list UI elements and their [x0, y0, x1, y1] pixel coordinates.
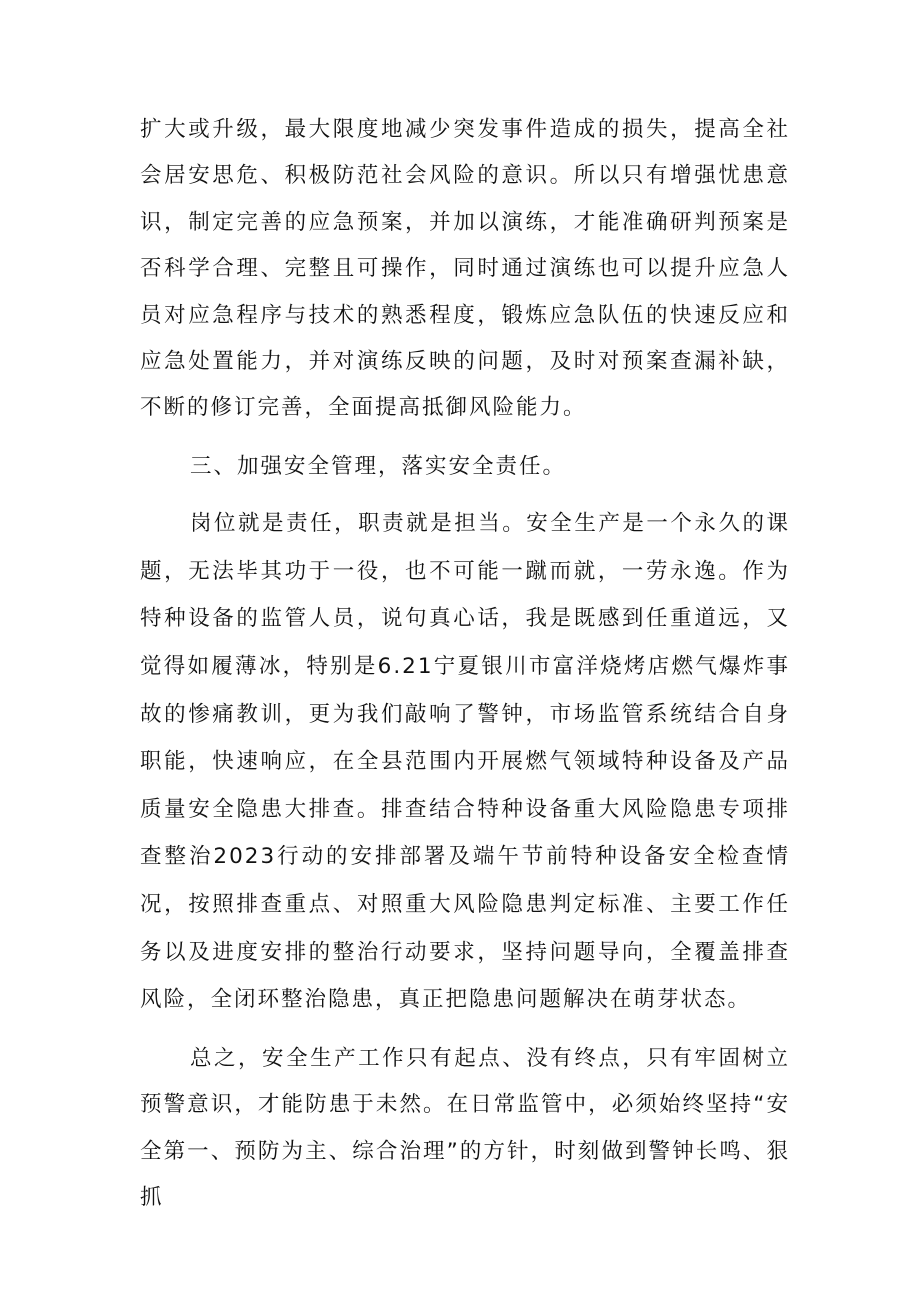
- section-heading-safety-management: 三、加强安全管理，落实安全责任。: [190, 453, 567, 479]
- document-body: [140, 107, 790, 1221]
- paragraph-summary: 总之，安全生产工作只有起点、没有终点，只有牢固树立预警意识，才能防患于未然。在日常监管中，必须始终坚持“安全第一、预防为主、综合治理”的方针，时刻做到警钟长鸣、狠抓: [140, 1045, 790, 1210]
- paragraph-emergency-drill: 扩大或升级，最大限度地减少突发事件造成的损失，提高全社会居安思危、积极防范社会风险的意识。所以只有增强忧患意识，制定完善的应急预案，并加以演练，才能准确研判预案是否科学合理、完整且可操作，同时通过演练也可以提升应急人员对应急程序与技术的熟悉程度，锻炼应急队伍的快速反应和应急处置能力，并对演练反映的问题，及时对预案查漏补缺，不断的修订完善，全面提高抵御风险能力。: [140, 117, 790, 421]
- paragraph-post-responsibility: 岗位就是责任，职责就是担当。安全生产是一个永久的课题，无法毕其功于一役，也不可能一蹴而就，一劳永逸。作为特种设备的监管人员，说句真心话，我是既感到任重道远，又觉得如履薄冰，特别是6.21宁夏银川市富洋烧烤店燃气爆炸事故的惨痛教训，更为我们敲响了警钟，市场监管系统结合自身职能，快速响应，在全县范围内开展燃气领域特种设备及产品质量安全隐患大排查。排查结合特种设备重大风险隐患专项排查整治2023行动的安排部署及端午节前特种设备安全检查情况，按照排查重点、对照重大风险隐患判定标准、主要工作任务以及进度安排的整治行动要求，坚持问题导向，全覆盖排查风险，全闭环整治隐患，真正把隐患问题解决在萌芽状态。: [140, 511, 790, 1013]
